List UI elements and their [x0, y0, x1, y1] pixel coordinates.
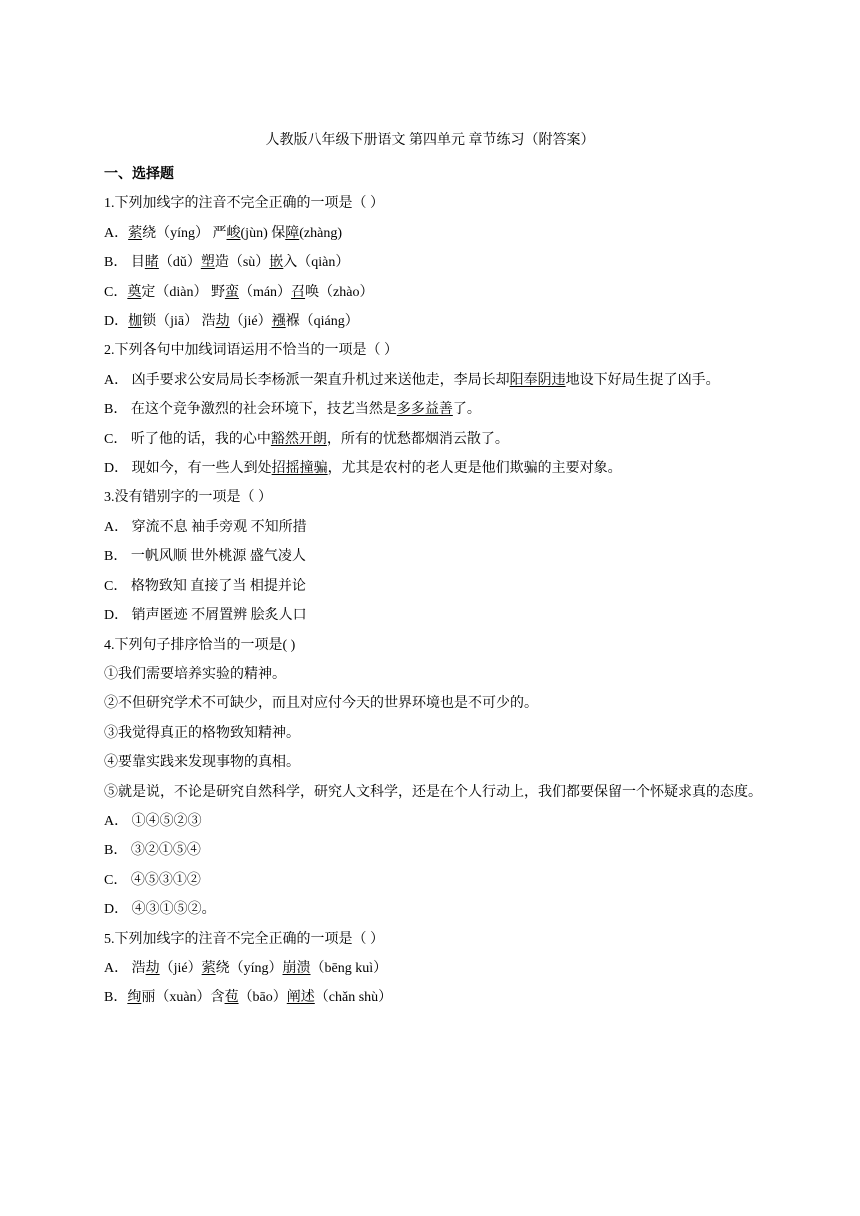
q4-sentence-5: ⑤就是说，不论是研究自然科学，研究人文科学，还是在个人行动上，我们都要保留一个怀疑求真的态度。	[104, 784, 762, 800]
q5-stem: 5.下列加线字的注音不完全正确的一项是（ ）	[104, 931, 384, 947]
q4-option-a: A． ①④⑤②③	[104, 813, 202, 829]
q2-option-a: A． 凶手要求公安局局长李杨派一架直升机过来送他走，李局长却阳奉阴违地设下好局生捉了凶手。	[104, 372, 720, 388]
q3-option-c: C． 格物致知 直接了当 相提并论	[104, 578, 306, 594]
q2-stem: 2.下列各句中加线词语运用不恰当的一项是（ ）	[104, 343, 398, 359]
q4-option-b: B． ③②①⑤④	[104, 843, 201, 859]
q4-option-d: D． ④③①⑤②。	[104, 902, 216, 918]
document-title: 人教版八年级下册语文 第四单元 章节练习（附答案）	[265, 133, 595, 148]
q5-option-a: A． 浩劫（jié）萦绕（yíng）崩溃（bēng kuì）	[104, 960, 388, 976]
q3-option-b: B． 一帆风顺 世外桃源 盛气凌人	[104, 549, 306, 565]
q2-option-d: D． 现如今，有一些人到处招摇撞骗，尤其是农村的老人更是他们欺骗的主要对象。	[104, 461, 622, 477]
document-body	[104, 160, 762, 1013]
q4-sentence-2: ②不但研究学术不可缺少，而且对应付今天的世界环境也是不可少的。	[104, 696, 538, 712]
q1-option-a: A．萦绕（yíng） 严峻(jùn) 保障(zhàng)	[104, 225, 342, 241]
q5-option-b: B．绚丽（xuàn）含苞（bāo）阐述（chǎn shù）	[104, 990, 393, 1006]
q3-option-d: D． 销声匿迹 不屑置辨 脍炙人口	[104, 608, 307, 624]
q1-option-c: C．奠定（diàn） 野蛮（mán）召唤（zhào）	[104, 284, 374, 300]
q2-option-b: B． 在这个竞争激烈的社会环境下，技艺当然是多多益善了。	[104, 402, 481, 418]
q3-stem: 3.没有错别字的一项是（ ）	[104, 490, 272, 506]
q4-sentence-3: ③我觉得真正的格物致知精神。	[104, 725, 300, 741]
q1-option-b: B． 目睹（dǔ）塑造（sù）嵌入（qiàn）	[104, 255, 350, 271]
section-heading: 一、选择题	[104, 167, 174, 182]
q4-option-c: C． ④⑤③①②	[104, 872, 201, 888]
q4-sentence-4: ④要靠实践来发现事物的真相。	[104, 755, 300, 771]
q2-option-c: C． 听了他的话，我的心中豁然开朗，所有的忧愁都烟消云散了。	[104, 431, 509, 447]
q1-option-d: D．枷锁（jiā） 浩劫（jié）襁褓（qiáng）	[104, 314, 359, 330]
q1-stem: 1.下列加线字的注音不完全正确的一项是（ ）	[104, 196, 384, 212]
q4-stem: 4.下列句子排序恰当的一项是( )	[104, 637, 296, 653]
q4-sentence-1: ①我们需要培养实验的精神。	[104, 666, 286, 682]
q3-option-a: A． 穿流不息 袖手旁观 不知所措	[104, 519, 307, 535]
